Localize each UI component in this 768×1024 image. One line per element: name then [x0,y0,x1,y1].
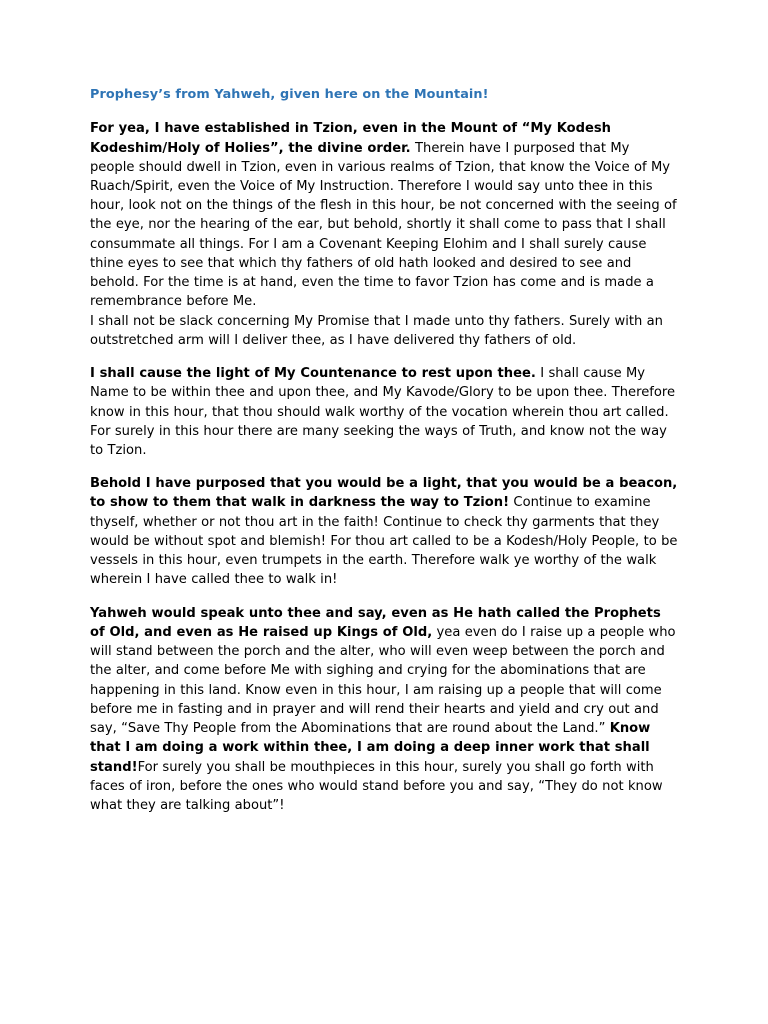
paragraph-4-body: Continue to examine thyself, whether or not thou art in the faith! Continue to check thy garments that they would be without spot and blemish! For thou art called to be a Kodesh/Holy People, to be vessels in this hour, even trumpets in the earth. Therefore walk ye worthy of the walk wherein I have called thee to walk in! [90,495,678,588]
page-title: Prophesy’s from Yahweh, given here on the Mountain! [90,87,489,102]
paragraph-1-body: Therein have I purposed that My people should dwell in Tzion, even in various realms of Tzion, that know the Voice of My Ruach/Spirit, even the Voice of My Instruction. Therefore I would say unto thee in this hour, look not on the things of the flesh in this hour, be not concerned with the seeing of the eye, nor the hearing of the ear, but behold, shortly it shall come to pass that I shall consummate all things. For I am a Covenant Keeping Elohim and I shall surely cause thine eyes to see that which thy fathers of old hath looked and desired to see and behold. For the time is at hand, even the time to favor Tzion has come and is made a remembrance before Me. [90,140,677,310]
paragraph-3 [90,364,678,460]
paragraph-3-body: I shall cause My Name to be within thee and upon thee, and My Kavode/Glory to be upon thee. Therefore know in this hour, that thou should walk worthy of the vocation wherein thou art called. For surely in this hour there are many seeking the ways of Truth, and know not the way to Tzion. [90,366,676,459]
paragraph-2 [90,312,678,350]
paragraph-5-lead: Yahweh would speak unto thee and say, even as He hath called the Prophets of Old, and even as He raised up Kings of Old, [90,605,661,640]
paragraph-2-body: I shall not be slack concerning My Promise that I made unto thy fathers. Surely with an outstretched arm will I deliver thee, as I have delivered thy fathers of old. [90,313,663,348]
paragraph-1 [90,119,678,311]
paragraph-4 [90,474,678,589]
paragraph-5-tail: For surely you shall be mouthpieces in this hour, surely you shall go forth with faces of iron, before the ones who would stand before you and say, “They do not know what they are talking about”! [90,759,663,813]
paragraph-5-body: yea even do I raise up a people who will stand between the porch and the alter, who will even weep between the porch and the alter, and come before Me with sighing and crying for the abominations that are happening in this land. Know even in this hour, I am raising up a people that will come before me in fasting and in prayer and will rend their hearts and yield and cry out and say, “Save Thy People from the Abominations that are round about the Land.” [90,624,676,737]
paragraph-5 [90,604,678,816]
paragraph-5-bold-mid: Know that I am doing a work within thee, I am doing a deep inner work that shall stand! [90,721,651,775]
paragraph-3-lead: I shall cause the light of My Countenance to rest upon thee. [90,366,536,382]
paragraph-4-lead: Behold I have purposed that you would be a light, that you would be a beacon, to show to them that walk in darkness the way to Tzion! [90,476,678,511]
paragraph-1-lead: For yea, I have established in Tzion, even in the Mount of “My Kodesh Kodeshim/Holy of Holies”, the divine order. [90,121,611,156]
